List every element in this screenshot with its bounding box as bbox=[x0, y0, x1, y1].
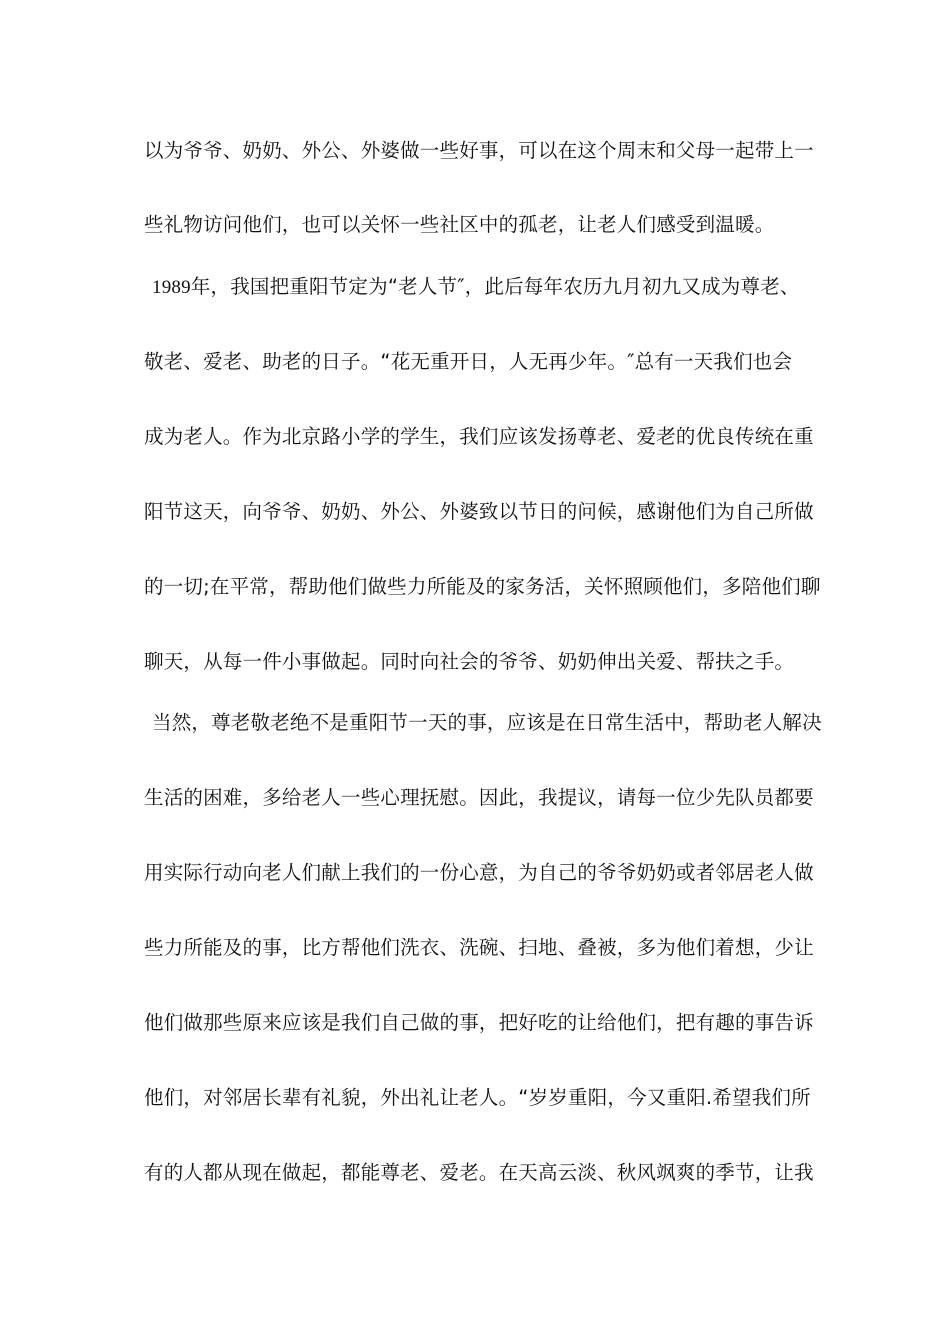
text-line: 以为爷爷、奶奶、外公、外婆做一些好事，可以在这个周末和父母一起带上一 bbox=[144, 139, 814, 162]
text-line bbox=[152, 270, 832, 304]
year-number: 1989 bbox=[152, 277, 191, 298]
text-line: 聊天，从每一件小事做起。同时向社会的爷爷、奶奶伸出关爱、帮扶之手。 bbox=[144, 650, 795, 673]
text-line: 成为老人。作为北京路小学的学生，我们应该发扬尊老、爱老的优良传统在重 bbox=[144, 425, 814, 448]
text-line: 生活的困难，多给老人一些心理抚慰。因此，我提议，请每一位少先队员都要 bbox=[144, 786, 814, 809]
text-line: 他们，对邻居长辈有礼貌，外出礼让老人。“岁岁重阳，今又重阳.希望我们所 bbox=[144, 1086, 811, 1109]
text-line: 些力所能及的事，比方帮他们洗衣、洗碗、扫地、叠被，多为他们着想，少让 bbox=[144, 936, 814, 959]
text-line: 些礼物访问他们，也可以关怀一些社区中的孤老，让老人们感受到温暖。 bbox=[144, 213, 775, 236]
text-line: 用实际行动向老人们献上我们的一份心意，为自己的爷爷奶奶或者邻居老人做 bbox=[144, 861, 814, 884]
text-line: 他们做那些原来应该是我们自己做的事，把好吃的让给他们，把有趣的事告诉 bbox=[144, 1011, 814, 1034]
text-line-rest: 年，我国把重阳节定为“老人节″，此后每年农历九月初九又成为尊老、 bbox=[190, 275, 800, 298]
text-line: 阳节这天，向爷爷、奶奶、外公、外婆致以节日的问候，感谢他们为自己所做 bbox=[144, 500, 814, 523]
text-line: 敬老、爱老、助老的日子。“花无重开日，人无再少年。″总有一天我们也会 bbox=[144, 350, 793, 373]
text-line: 的一切;在平常，帮助他们做些力所能及的家务活，关怀照顾他们，多陪他们聊 bbox=[144, 575, 821, 598]
text-line: 当然，尊老敬老绝不是重阳节一天的事，应该是在日常生活中，帮助老人解决 bbox=[152, 711, 822, 734]
text-line: 有的人都从现在做起，都能尊老、爱老。在天高云淡、秋风飒爽的季节，让我 bbox=[144, 1161, 814, 1184]
